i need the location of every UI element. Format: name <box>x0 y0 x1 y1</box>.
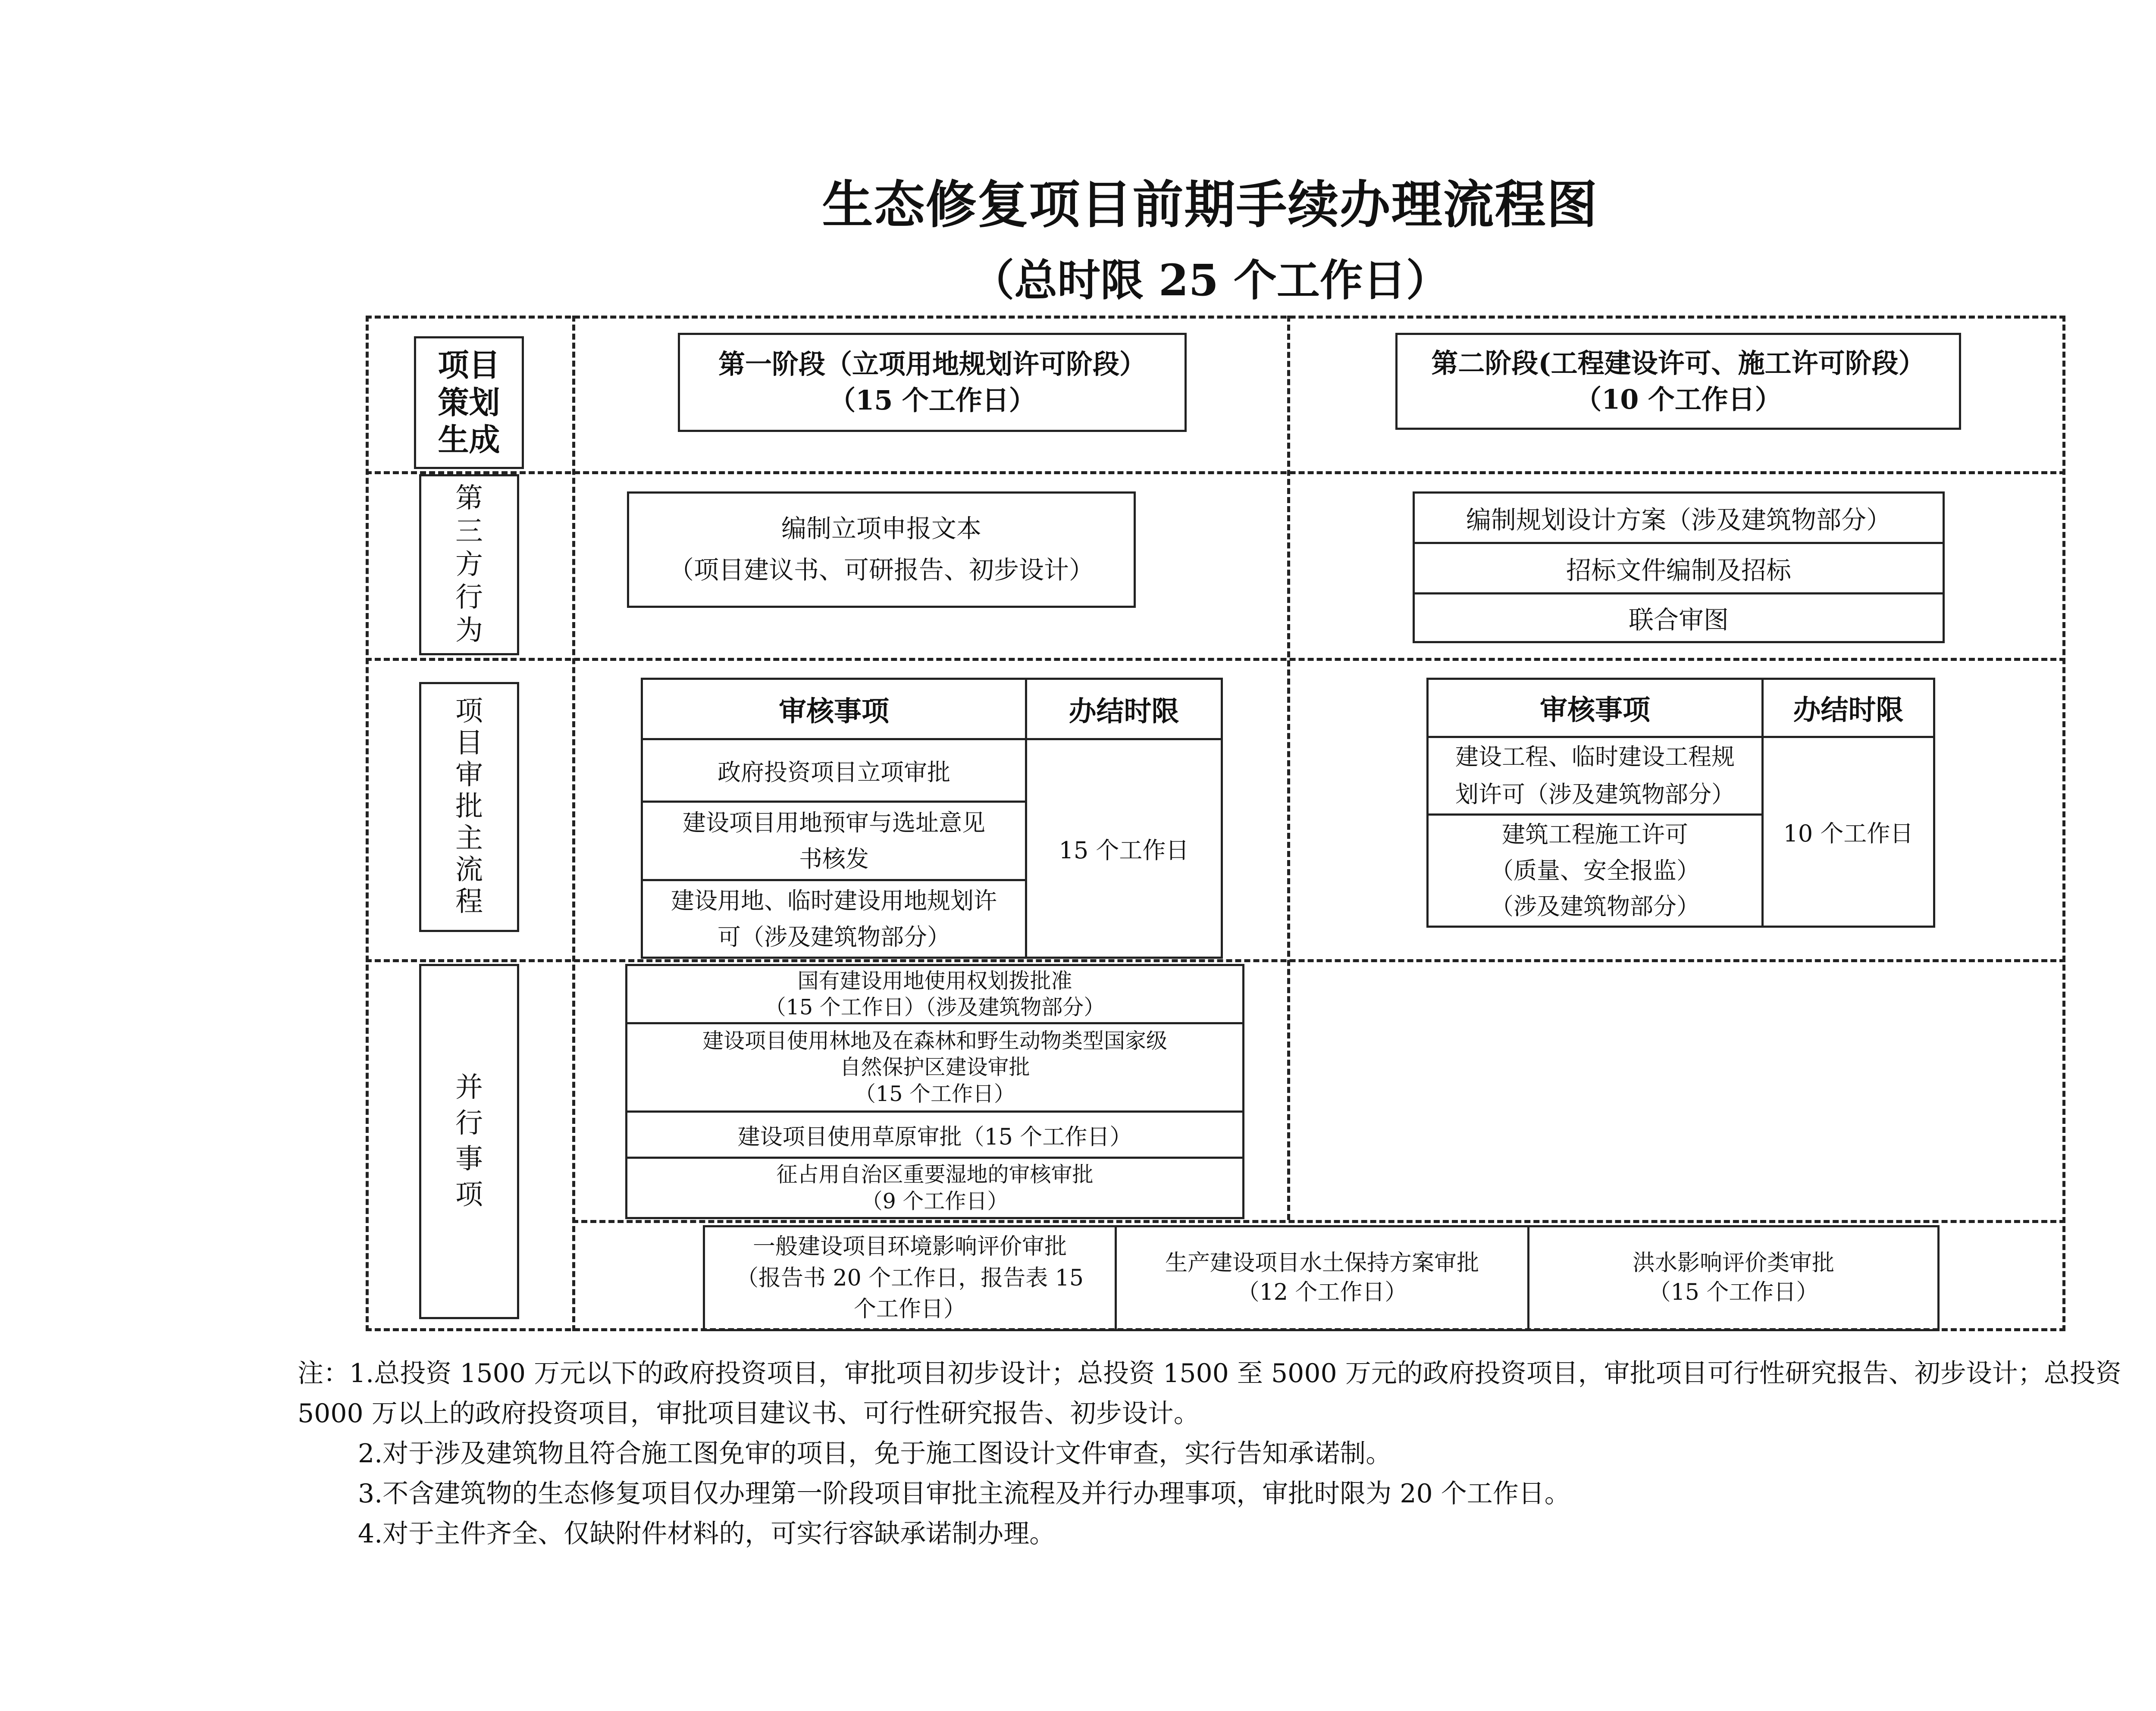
parallel-item <box>625 964 1244 1024</box>
approval-item-line: 可（涉及建筑物部分） <box>718 923 950 951</box>
row-label-parallel <box>419 964 519 1319</box>
third-party-left-title: 编制立项申报文本 <box>781 514 981 544</box>
approval-item-line: 建筑工程施工许可 <box>1502 820 1688 848</box>
stage-two-title: 第二阶段(工程建设许可、施工许可阶段） <box>1431 347 1925 379</box>
parallel-item <box>625 1022 1244 1113</box>
stage-one-header <box>678 333 1187 432</box>
parallel-item-line: 征占用自治区重要湿地的审核审批 <box>776 1162 1094 1187</box>
note-item: 4.对于主件齐全、仅缺附件材料的，可实行容缺承诺制办理。 <box>358 1519 1056 1549</box>
table-row <box>641 801 1027 881</box>
row-label-line-3: 生成 <box>438 421 500 458</box>
parallel-item <box>1115 1225 1529 1331</box>
parallel-item-line: （15 个工作日）（涉及建筑物部分） <box>765 995 1105 1020</box>
approval-item-line: 划许可（涉及建筑物部分） <box>1455 780 1735 808</box>
parallel-item-line: 个工作日） <box>853 1296 966 1323</box>
row-divider-3 <box>366 959 2065 962</box>
parallel-item-line: 生产建设项目水土保持方案审批 <box>1165 1250 1479 1276</box>
table-header-item: 审核事项 <box>1426 678 1764 738</box>
table-row <box>641 738 1027 803</box>
parallel-item-line: 自然保护区建设审批 <box>840 1055 1030 1080</box>
third-party-right-stack <box>1413 491 1945 643</box>
approval-table-right <box>1426 678 1935 928</box>
table-header-item: 审核事项 <box>641 678 1027 740</box>
approval-item-line: 书核发 <box>799 845 869 873</box>
parallel-item-line: 一般建设项目环境影响评价审批 <box>752 1233 1067 1260</box>
parallel-item <box>625 1110 1244 1159</box>
approval-table-left <box>641 678 1223 959</box>
parallel-item <box>625 1157 1244 1219</box>
approval-item-line: 建设工程、临时建设工程规 <box>1455 743 1735 771</box>
row-label-text: 第三方行为 <box>455 482 483 647</box>
parallel-item-line: 洪水影响评价类审批 <box>1632 1250 1834 1276</box>
parallel-item-line: （12 个工作日） <box>1237 1279 1407 1305</box>
row-divider-2 <box>366 658 2065 661</box>
approval-item-line: 建设用地、临时建设用地规划许 <box>671 887 997 914</box>
approval-item-line: 建设项目用地预审与选址意见 <box>683 809 985 836</box>
stage-two-duration: （10 个工作日） <box>1575 383 1782 415</box>
note-item: 2.对于涉及建筑物且符合施工图免审的项目，免于施工图设计文件审查，实行告知承诺制。 <box>358 1439 1392 1469</box>
parallel-item-line: 建设项目使用林地及在森林和野生动物类型国家级 <box>702 1029 1167 1054</box>
parallel-bottom-divider <box>572 1220 2065 1223</box>
note-item: 3.不含建筑物的生态修复项目仅办理第一阶段项目审批主流程及并行办理事项，审批时限为 20 个工作日。 <box>358 1479 1570 1509</box>
third-party-left-detail: （项目建议书、可研报告、初步设计） <box>668 555 1094 585</box>
parallel-items-stack <box>625 964 1244 1219</box>
parallel-item <box>1527 1225 1940 1331</box>
parallel-item-line: 国有建设用地使用权划拨批准 <box>797 968 1072 993</box>
table-header-time: 办结时限 <box>1025 678 1223 740</box>
third-party-right-item: 招标文件编制及招标 <box>1413 542 1945 594</box>
third-party-right-item: 编制规划设计方案（涉及建筑物部分） <box>1413 491 1945 544</box>
approval-item-line: （涉及建筑物部分） <box>1490 893 1700 920</box>
parallel-item-line: 建设项目使用草原审批（15 个工作日） <box>737 1124 1132 1150</box>
parallel-item-line: （报告书 20 个工作日，报告表 15 <box>736 1265 1084 1291</box>
row-label-text: 项目审批主流程 <box>455 695 483 918</box>
parallel-item-line: （9 个工作日） <box>861 1189 1009 1214</box>
third-party-right-item: 联合审图 <box>1413 592 1945 643</box>
page-subtitle: （总时限 25 个工作日） <box>971 255 1449 306</box>
approval-time-cell: 10 个工作日 <box>1761 736 1935 928</box>
third-party-left-box <box>627 491 1136 608</box>
page-title: 生态修复项目前期手续办理流程图 <box>822 175 1598 235</box>
label-column-divider <box>572 316 575 1331</box>
table-row <box>1426 736 1764 816</box>
row-label-line-2: 策划 <box>438 384 500 421</box>
table-row <box>641 879 1027 959</box>
row-label-approval-main <box>419 682 519 932</box>
row-label-third-party <box>419 474 519 655</box>
table-header-time: 办结时限 <box>1761 678 1935 738</box>
notes-section <box>298 1354 2156 1554</box>
approval-item-line: 政府投资项目立项审批 <box>718 758 950 786</box>
parallel-item-line: （15 个工作日） <box>855 1081 1015 1106</box>
stage-two-header <box>1395 333 1961 430</box>
approval-time-cell: 15 个工作日 <box>1025 738 1223 959</box>
stage-one-title: 第一阶段（立项用地规划许可阶段） <box>718 348 1146 380</box>
stage-column-divider <box>1287 316 1290 1220</box>
row-label-text: 并行事项 <box>455 1071 483 1211</box>
parallel-item-line: （15 个工作日） <box>1648 1279 1819 1305</box>
row-label-project-planning <box>414 336 524 469</box>
row-label-line-1: 项目 <box>438 347 500 384</box>
parallel-item <box>703 1225 1117 1331</box>
table-row <box>1426 813 1764 928</box>
row-divider-1 <box>366 471 2065 474</box>
approval-item-line: （质量、安全报监） <box>1490 857 1700 884</box>
stage-one-duration: （15 个工作日） <box>829 385 1036 416</box>
note-item: 注：1.总投资 1500 万元以下的政府投资项目，审批项目初步设计；总投资 1500 至 5000 万元的政府投资项目，审批项目可行性研究报告、初步设计；总投资 5000 万以上的政府投资项目，审批项目建议书、可行性研究报告、初步设计。 <box>298 1358 2122 1429</box>
parallel-bottom-row <box>703 1225 1940 1331</box>
